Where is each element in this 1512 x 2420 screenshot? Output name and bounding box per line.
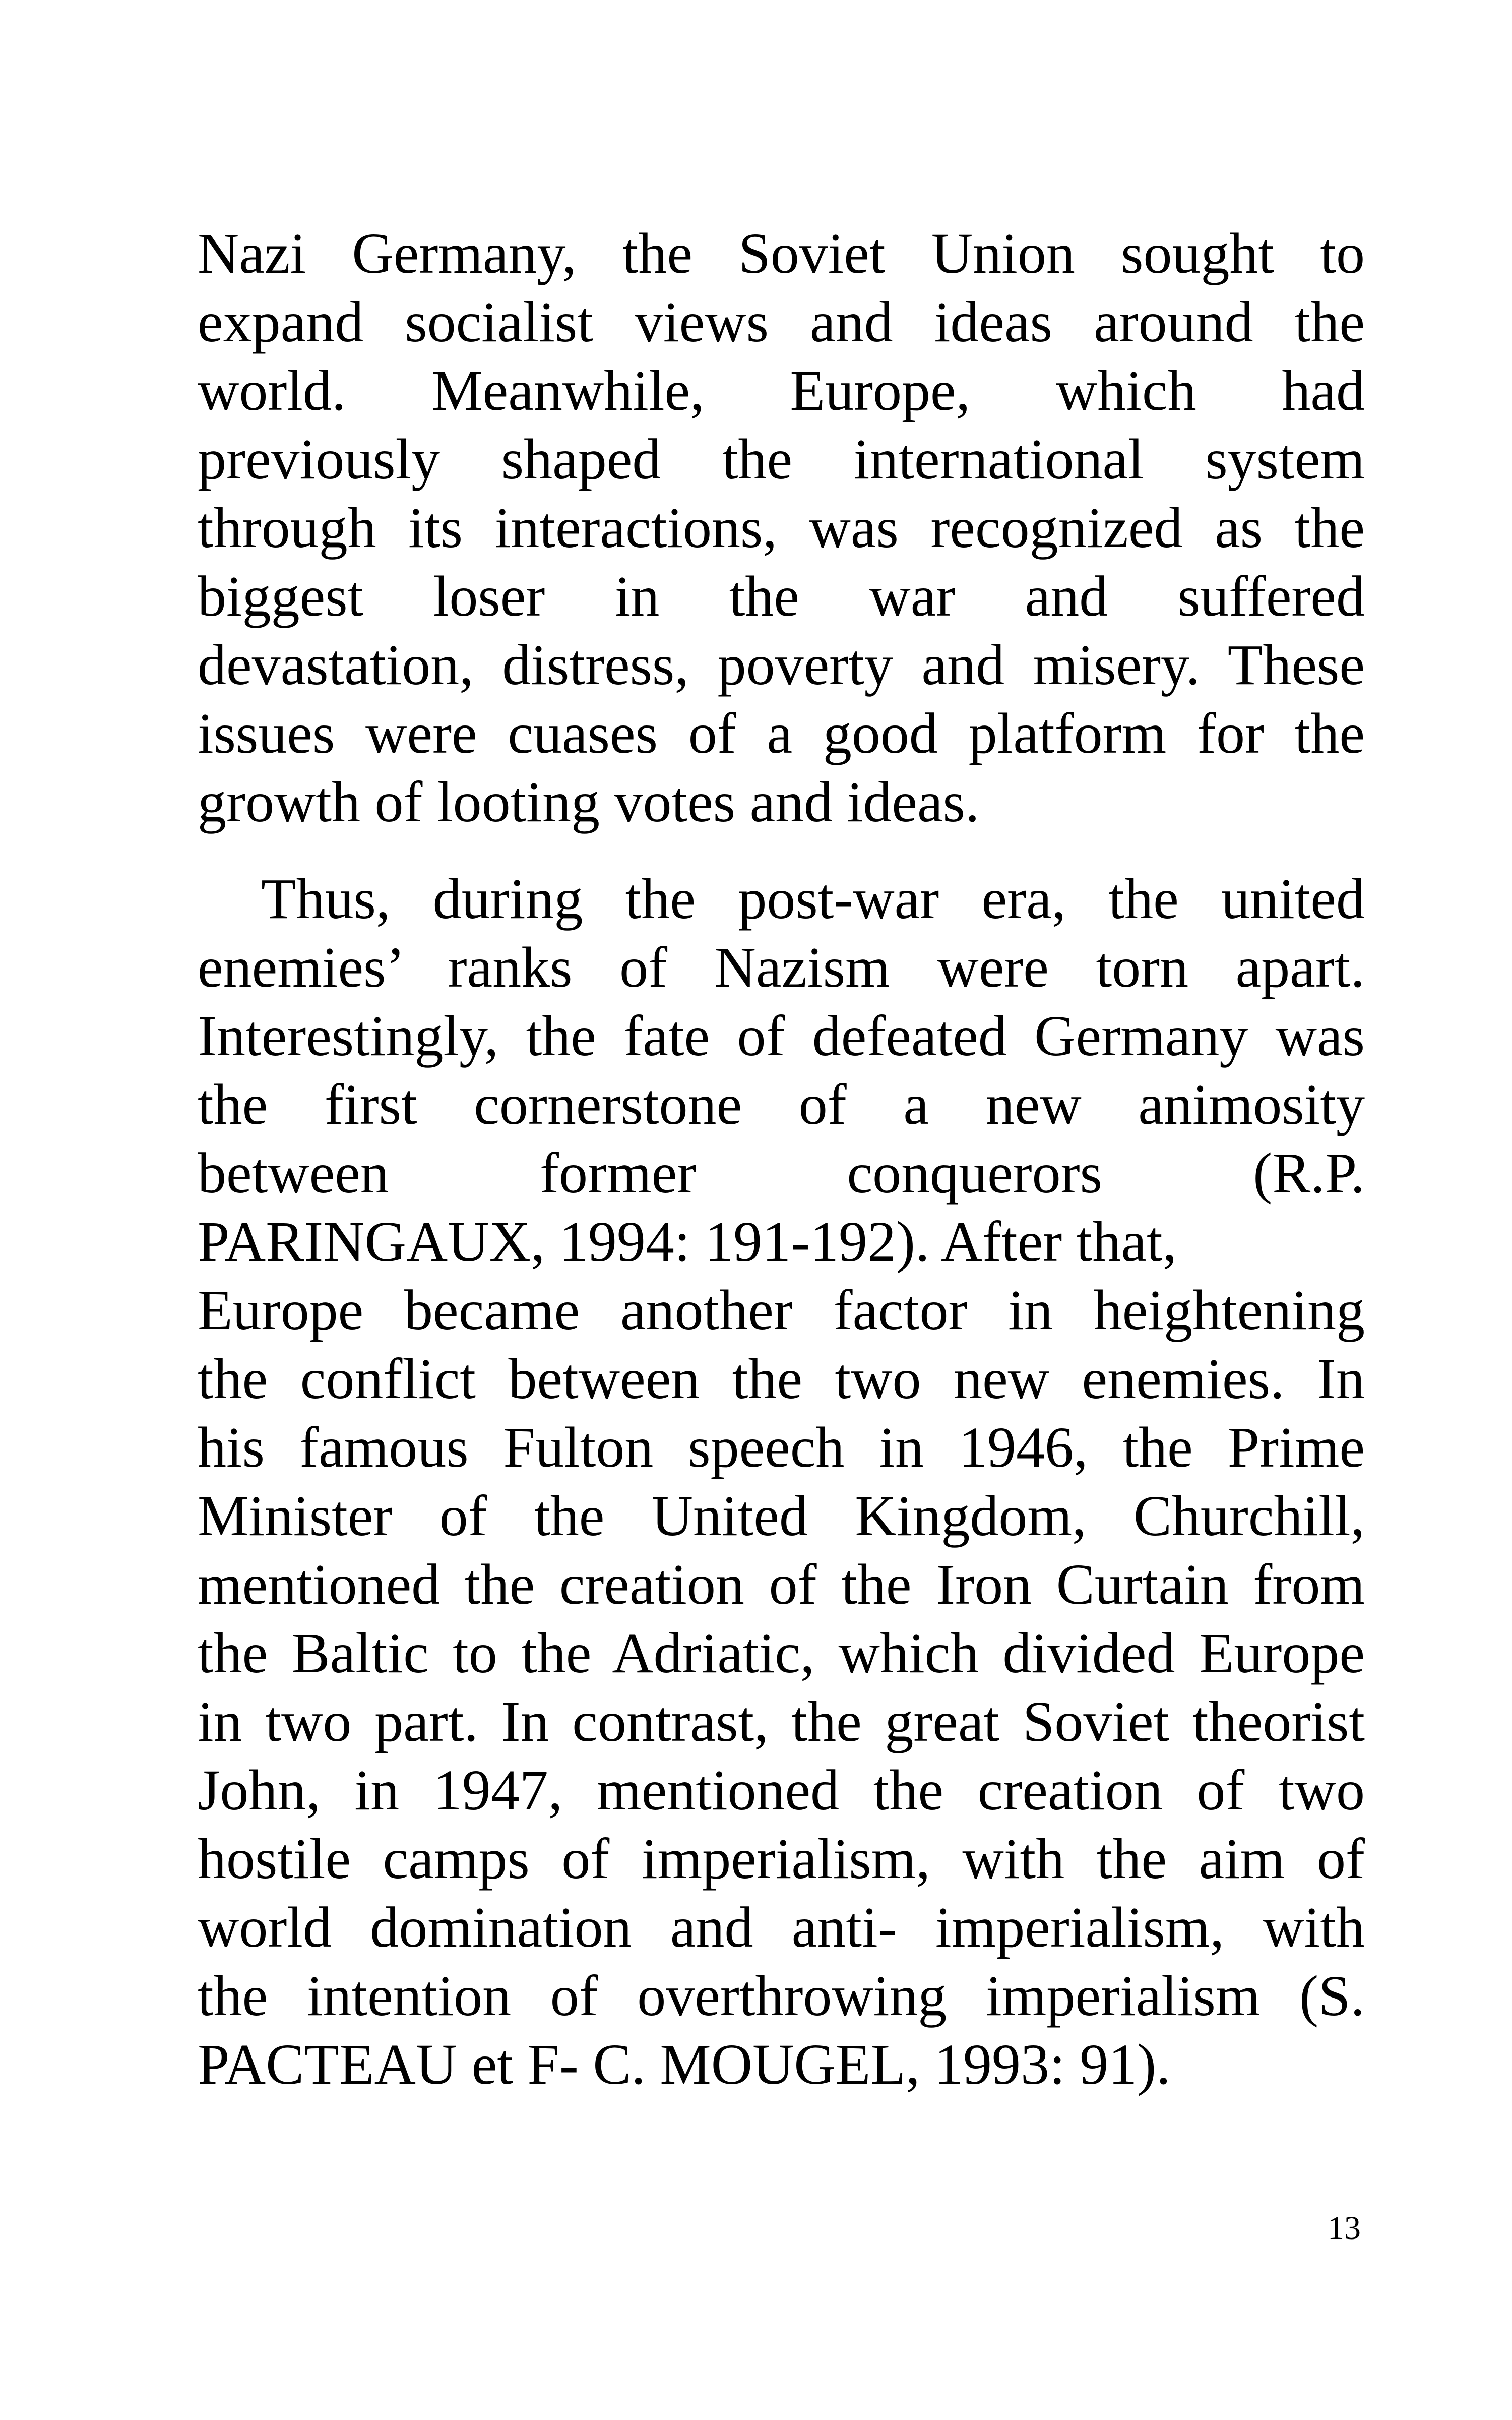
text-line: the conflict between the two new enemies. In — [198, 1347, 1365, 1411]
text-line: previously shaped the international system — [198, 427, 1365, 491]
text-line: PARINGAUX, 1994: 191-192). After that, — [198, 1209, 1177, 1274]
text-line: hostile camps of imperialism, with the aim of — [198, 1827, 1365, 1891]
text-line: the Baltic to the Adriatic, which divided Europe — [198, 1621, 1365, 1685]
text-line: devastation, distress, poverty and misery. These — [198, 633, 1365, 697]
text-line: between former conquerors (R.P. — [198, 1141, 1365, 1205]
text-line: world domination and anti- imperialism, with — [198, 1895, 1365, 1959]
text-line: in two part. In contrast, the great Soviet theorist — [198, 1689, 1365, 1753]
page-number: 13 — [1328, 2210, 1361, 2247]
text-line: Thus, during the post-war era, the united — [261, 867, 1365, 931]
paragraph-1 — [198, 219, 1365, 836]
text-line: issues were cuases of a good platform for the — [198, 701, 1365, 765]
text-line: through its interactions, was recognized as the — [198, 496, 1365, 560]
text-line: the intention of overthrowing imperialism (S. — [198, 1964, 1365, 2028]
text-line: PACTEAU et F- C. MOUGEL, 1993: 91). — [198, 2032, 1171, 2096]
text-line: enemies’ ranks of Nazism were torn apart. — [198, 935, 1365, 999]
text-line: expand socialist views and ideas around the — [198, 290, 1365, 354]
text-line: Minister of the United Kingdom, Churchill, — [198, 1484, 1365, 1548]
paragraph-2 — [198, 865, 1365, 2099]
text-line: growth of looting votes and ideas. — [198, 770, 980, 834]
text-line: world. Meanwhile, Europe, which had — [198, 358, 1365, 422]
text-line: John, in 1947, mentioned the creation of two — [198, 1758, 1365, 1822]
text-line: biggest loser in the war and suffered — [198, 564, 1365, 628]
text-line: mentioned the creation of the Iron Curtain from — [198, 1552, 1365, 1616]
text-line: Europe became another factor in heightening — [198, 1278, 1365, 1342]
text-line: his famous Fulton speech in 1946, the Prime — [198, 1415, 1365, 1479]
text-line: the first cornerstone of a new animosity — [198, 1072, 1365, 1136]
text-line: Interestingly, the fate of defeated Germany was — [198, 1004, 1365, 1068]
body-text — [198, 219, 1365, 2099]
text-line: Nazi Germany, the Soviet Union sought to — [198, 221, 1365, 285]
